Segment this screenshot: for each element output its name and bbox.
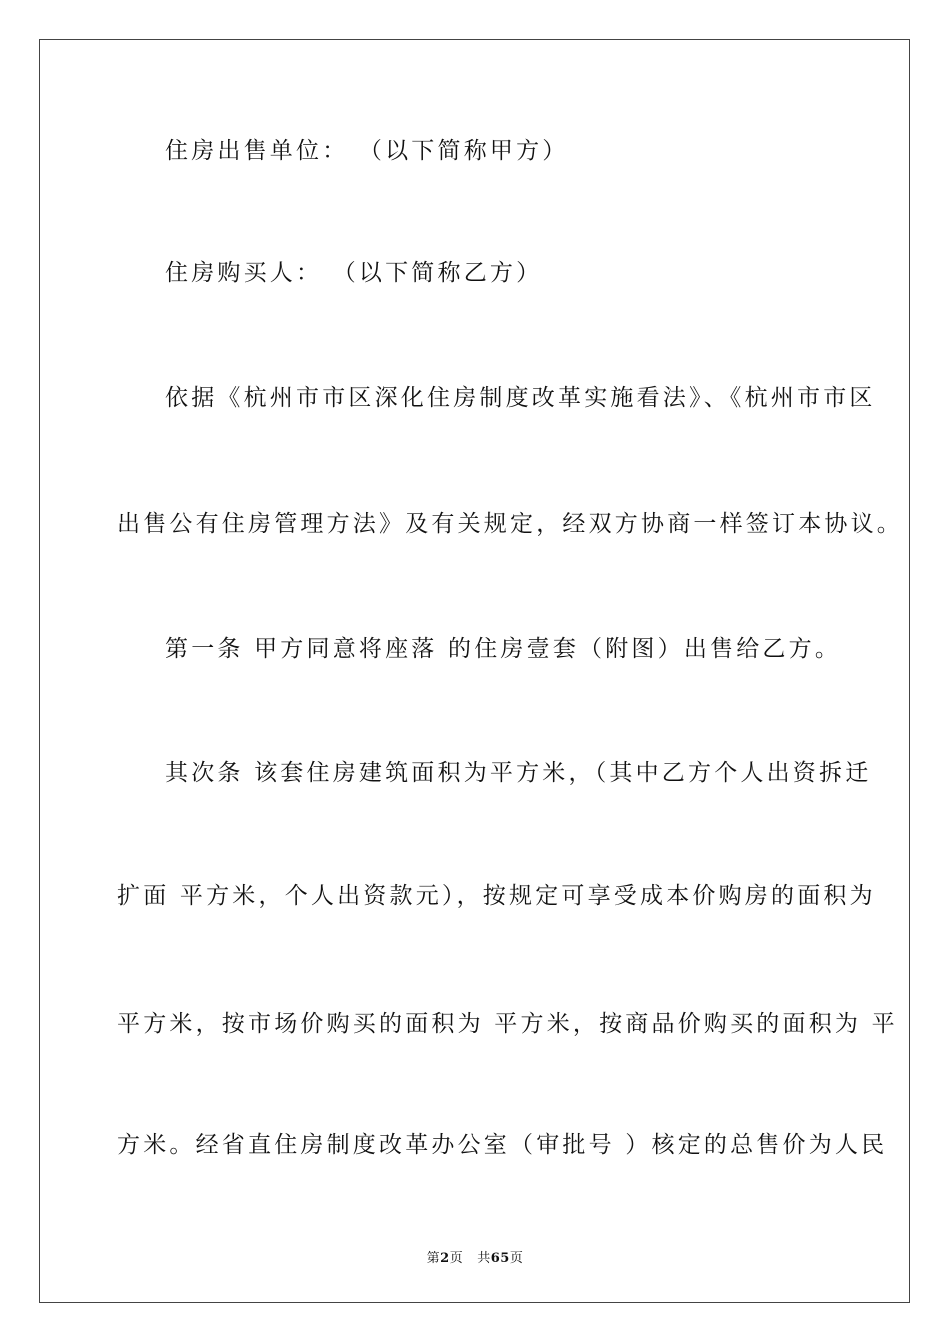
footer-page-number: 2 [440,1251,450,1266]
footer-total-prefix: 共 [477,1251,491,1266]
footer-total-pages: 65 [490,1251,510,1266]
buyer-line: 住房购买人： （以下简称乙方） [165,260,543,286]
page-footer [0,1247,950,1266]
footer-prefix: 第 [426,1251,441,1266]
footer-total-unit: 页 [509,1251,524,1266]
article-two-line-4: 方米。经省直住房制度改革办公室（审批号 ）核定的总售价为人民 [117,1132,888,1158]
page-border [39,39,910,1303]
article-two-line-3: 平方米，按市场价购买的面积为 平方米，按商品价购买的面积为 平 [117,1011,898,1037]
article-two-line-1: 其次条 该套住房建筑面积为平方米，（其中乙方个人出资拆迁 [165,760,872,786]
article-one-line: 第一条 甲方同意将座落 的住房壹套（附图）出售给乙方。 [165,636,842,662]
article-two-line-2: 扩面 平方米，个人出资款元），按规定可享受成本价购房的面积为 [117,883,876,909]
seller-line: 住房出售单位： （以下简称甲方） [165,138,569,164]
footer-page-unit: 页 [449,1251,464,1266]
basis-line-1: 依据《杭州市市区深化住房制度改革实施看法》、《杭州市市区 [165,385,876,411]
basis-line-2: 出售公有住房管理方法》及有关规定，经双方协商一样签订本协议。 [117,511,903,537]
